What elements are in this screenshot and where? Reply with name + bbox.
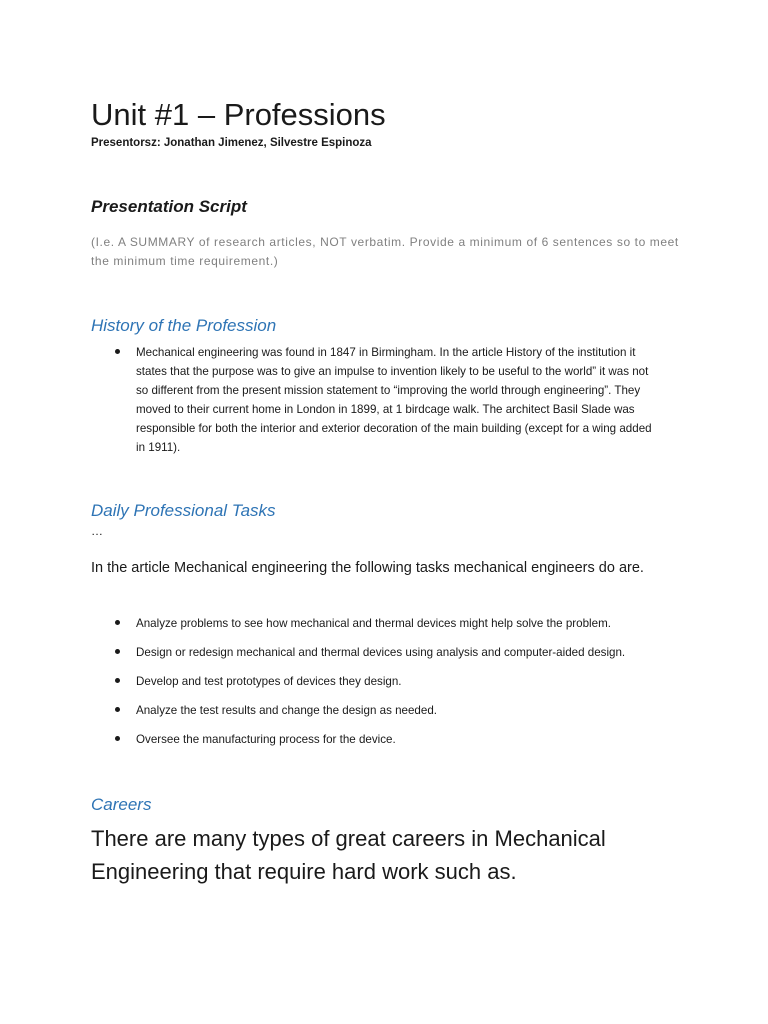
list-item — [113, 643, 673, 662]
list-item — [113, 701, 673, 720]
bullet-icon — [115, 649, 120, 654]
careers-heading: Careers — [91, 795, 152, 814]
careers-text: There are many types of great careers in Mechanical Engineering that require hard work such as. — [91, 826, 606, 884]
tasks-ellipsis: … — [91, 524, 103, 538]
list-item — [113, 730, 673, 749]
history-heading: History of the Profession — [91, 316, 277, 335]
presenters-line: Presentorsz: Jonathan Jimenez, Silvestre Espinoza — [91, 137, 372, 149]
task-bullet-text: Analyze problems to see how mechanical and thermal devices might help solve the problem. — [136, 617, 611, 630]
page-title: Unit #1 – Professions — [91, 97, 386, 132]
bullet-icon — [115, 736, 120, 741]
bullet-icon — [115, 620, 120, 625]
bullet-icon — [115, 678, 120, 683]
list-item — [113, 343, 653, 457]
tasks-intro-text: In the article Mechanical engineering the following tasks mechanical engineers do are. — [91, 560, 644, 576]
task-bullet-text: Analyze the test results and change the design as needed. — [136, 704, 438, 717]
list-item — [113, 672, 673, 691]
history-bullet-text: Mechanical engineering was found in 1847 in Birmingham. In the article History of the institution it states that the purpose was to give an impulse to invention likely to be useful to the world” it was not so different from the present mission statement to “improving the world through engineering”. They moved to their current home in London in 1899, at 1 birdcage walk. The architect Basil Slade was responsible for both the interior and exterior decoration of the main building (except for a wing added in 1911). — [136, 346, 652, 454]
instructions-text: (I.e. A SUMMARY of research articles, NOT verbatim. Provide a minimum of 6 sentences so to meet the minimum time requirement.) — [91, 235, 679, 268]
bullet-icon — [115, 349, 120, 354]
bullet-icon — [115, 707, 120, 712]
task-bullet-text: Develop and test prototypes of devices they design. — [136, 675, 402, 688]
list-item — [113, 614, 673, 633]
tasks-heading: Daily Professional Tasks — [91, 501, 276, 520]
task-bullet-text: Oversee the manufacturing process for the device. — [136, 733, 396, 746]
history-bullet-list — [113, 343, 653, 457]
tasks-bullet-list — [113, 614, 673, 759]
script-heading: Presentation Script — [91, 197, 247, 216]
task-bullet-text: Design or redesign mechanical and thermal devices using analysis and computer-aided design. — [136, 646, 626, 659]
